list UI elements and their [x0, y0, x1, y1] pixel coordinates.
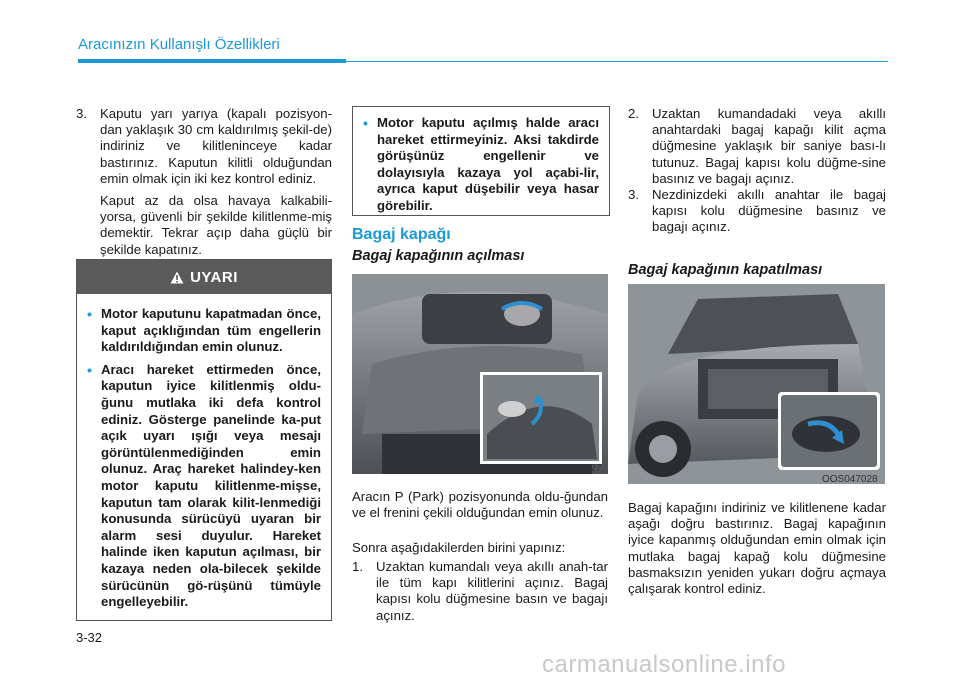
watermark-text: carmanualsonline.info [542, 651, 786, 678]
tailgate-opening-figure [352, 274, 608, 474]
step-number: 1. [352, 559, 363, 574]
warning-triangle-icon [170, 271, 184, 284]
subsection-title-closing: Bagaj kapağının kapatılması [628, 262, 823, 278]
warning-bullet-text: Motor kaputu açılmış halde aracı hareket ettirmeyiniz. Aksi takdirde görüşünüz engellenir ve dolayısıyla kazaya yol açabi-lir, ayrıca kaput düşebilir veya hasar görebilir. [377, 115, 599, 213]
step-text: Uzaktan kumandadaki veya akıllı anahtardaki bagaj kapağı kilit açma düğmesine yaklaşık bir saniye bası-lı tutunuz. Bagaj kapısı kolu düğme-sine basınız ve bagajı açınız. [652, 106, 886, 186]
section-title-tailgate: Bagaj kapağı [352, 226, 451, 243]
bullet-dot: • [87, 361, 92, 378]
bullet-dot: • [87, 306, 92, 322]
step-text: Kaputu yarı yarıya (kapalı pozisyon-dan yaklaşık 30 cm kaldırılmış şekil-de) indiriniz ve kilitleninceye kadar bastırınız. Kaputun kilitli olduğundan emin olmak için iki kez kontrol ediniz. [100, 106, 332, 186]
step-number: 2. [628, 106, 639, 121]
warning-bullet [363, 115, 599, 215]
step-text: Nezdinizdeki akıllı anahtar ile bagaj kapısı kolu düğmesine basınız ve bagajı açınız. [652, 187, 886, 235]
step-number: 3. [628, 187, 639, 202]
warning-bullet [87, 306, 321, 356]
tailgate-closing-para: Bagaj kapağını indiriniz ve kilitlenene kadar aşağı doğru bastırınız. Bagaj kapağının iyice kapanmış olduğundan emin olmak için mutlaka bagaj kapağ kolu düğmesine basmaksızın yeniden yukarı doğru açmaya çalışarak kontrol ediniz. [628, 500, 886, 597]
step-text: Uzaktan kumandalı veya akıllı anah-tar ile tüm kapı kilitlerini açınız. Bagaj kapısı kolu düğmesine basın ve bagajı açınız. [376, 559, 608, 623]
step-number: 3. [76, 106, 87, 121]
warning-bullet-text: Motor kaputunu kapatmadan önce, kaput açıklığından tüm engellerin kaldırıldığından emin olunuz. [101, 306, 321, 355]
warning-title: UYARI [190, 268, 238, 286]
tailgate-closing-figure [628, 284, 885, 484]
hood-step-3 [76, 106, 332, 187]
subsection-title-opening: Bagaj kapağının açılması [352, 248, 525, 264]
tailgate-opening-illustration [352, 274, 608, 474]
warning-bullet-text: Aracı hareket ettirmeden önce, kaputun iyice kilitlenmiş oldu-ğunu mutlaka iki defa kontrol ediniz. Gösterge panelinde ka-put açık uyarı ışığı veya mesajı görüntülenmediğinden emin olunuz. Araç hareket halindey-ken motor kaputu kilitlenme-mişse, kaputun tam olarak kilit-lenmediği konusunda sürücüyü uyaran bir alarm sesi duyulur. Hareket halinde iken kaputun açılması, bir kazaya neden ola-bilecek şekilde sürücünün gö-rüşünü tümüyle engelleyebilir. [101, 361, 321, 610]
warning-bullet [87, 362, 321, 611]
tailgate-closing-illustration [628, 284, 885, 484]
bullet-dot: • [363, 115, 368, 131]
warning-box-continued [352, 106, 610, 216]
tailgate-para-1: Aracın P (Park) pozisyonunda oldu-ğundan ve el frenini çekili olduğundan emin olunuz. [352, 489, 608, 521]
tailgate-step-2 [628, 106, 886, 187]
page-number: 3-32 [76, 630, 103, 645]
section-header-title: Aracınızın Kullanışlı Özellikleri [78, 36, 280, 53]
figure-code: OOS047027 [546, 463, 602, 474]
warning-box [76, 259, 332, 621]
tailgate-para-2: Sonra aşağıdakilerden birini yapınız: [352, 540, 566, 555]
hood-step-3-note [76, 193, 332, 258]
tailgate-step-3 [628, 187, 886, 236]
header-rule-thin [346, 61, 888, 62]
header-rule-thick [78, 59, 346, 63]
warning-header [77, 260, 331, 294]
figure-code: OOS047028 [822, 474, 878, 485]
step-note-text: Kaput az da olsa havaya kalkabili-yorsa, güvenli bir şekilde kilitlenme-miş demektir. Tekrar açıp daha güçlü bir şekilde kapatınız. [100, 193, 332, 257]
tailgate-step-1 [352, 559, 608, 624]
